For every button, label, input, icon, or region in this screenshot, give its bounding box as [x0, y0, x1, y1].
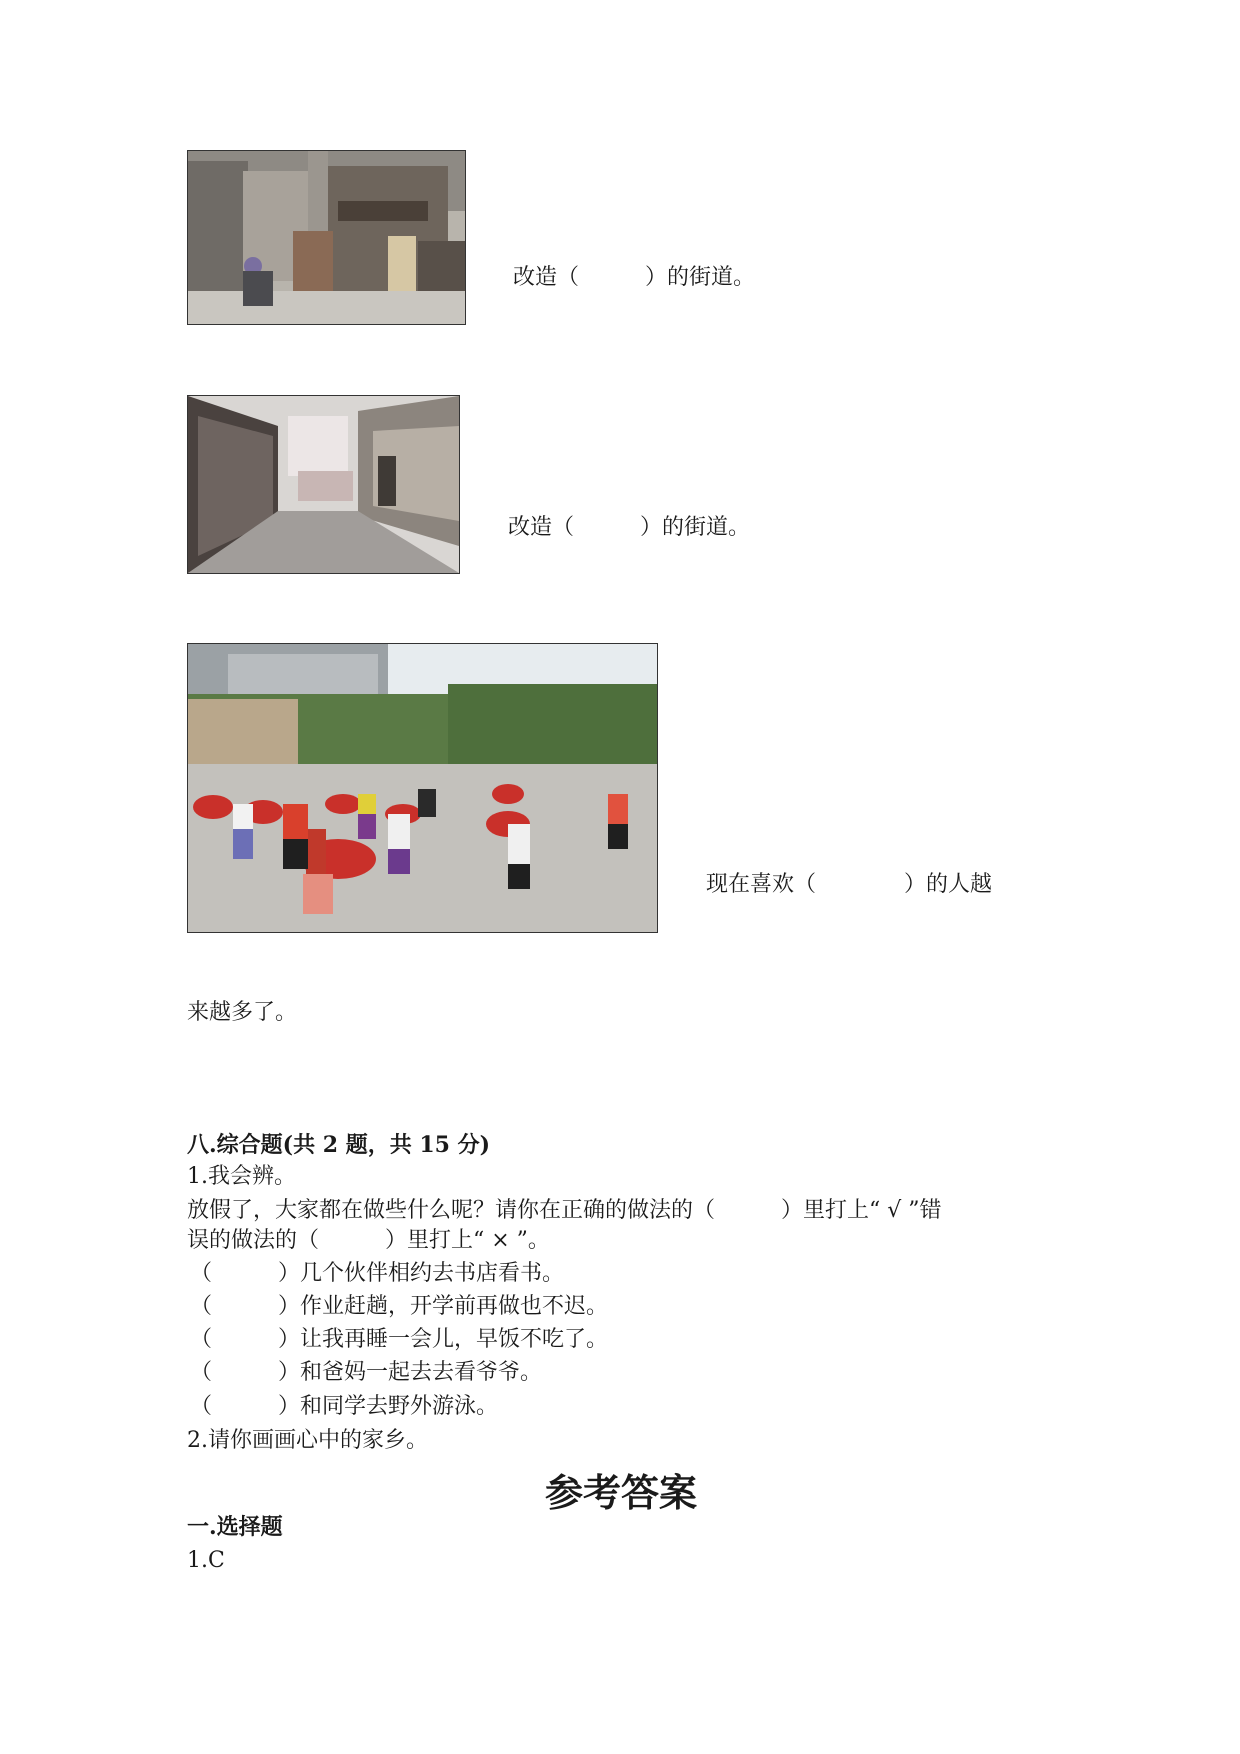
- old-street-photo: [187, 150, 466, 325]
- q1-instruction-line1: 放假了，大家都在做些什么呢？请你在正确的做法的（ ）里打上“ √ ”错: [187, 1198, 942, 1223]
- q1-item: （ ）和爸妈一起去去看爷爷。: [190, 1360, 543, 1385]
- fig3-caption: 现在喜欢（ ）的人越: [706, 872, 993, 897]
- q1-instruction-line2: 误的做法的（ ）里打上“ × ”。: [187, 1228, 550, 1253]
- q2-label: 2.请你画画心中的家乡。: [187, 1428, 428, 1453]
- answers-first-answer: 1.C: [187, 1548, 225, 1573]
- fan-dance-photo: [187, 643, 658, 933]
- fig1-caption: 改造（ ）的街道。: [513, 265, 756, 290]
- answers-title: 参考答案: [545, 1470, 698, 1515]
- fig2-caption: 改造（ ）的街道。: [508, 515, 751, 540]
- answers-section1-title: 一.选择题: [187, 1514, 283, 1540]
- q1-item: （ ）几个伙伴相约去书店看书。: [190, 1261, 565, 1286]
- renovated-street-photo: [187, 395, 460, 574]
- q1-item: （ ）作业赶趟，开学前再做也不迟。: [190, 1294, 609, 1319]
- q1-item: （ ）和同学去野外游泳。: [190, 1394, 499, 1419]
- section8-title: 八.综合题(共 2 题，共 15 分): [187, 1132, 491, 1158]
- q1-item: （ ）让我再睡一会儿，早饭不吃了。: [190, 1327, 609, 1352]
- q1-label: 1.我会辨。: [187, 1164, 296, 1189]
- fig3-caption-continued: 来越多了。: [187, 1000, 298, 1025]
